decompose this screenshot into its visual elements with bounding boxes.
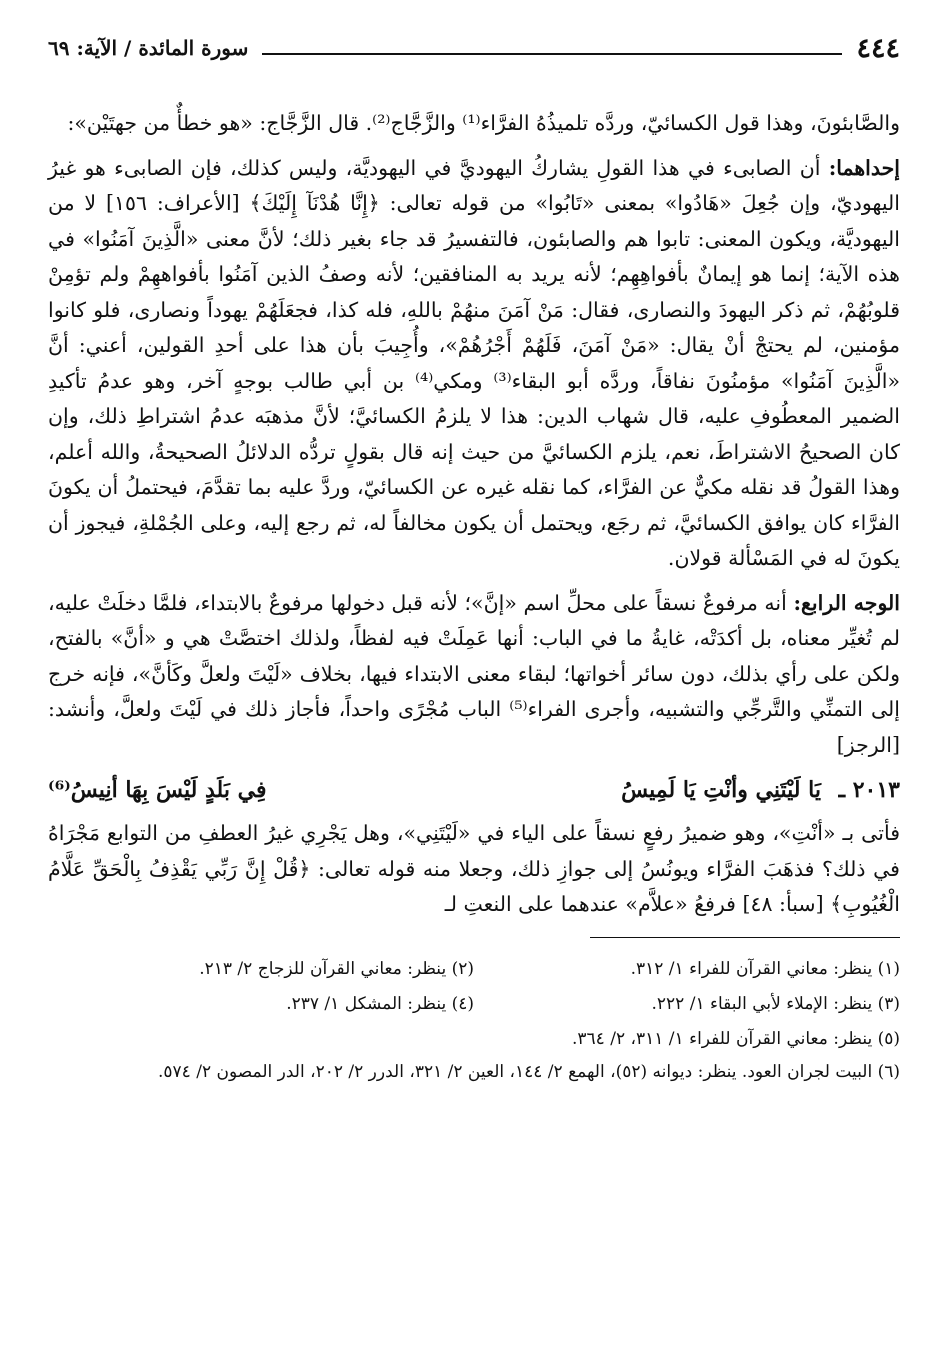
footnote-row — [48, 952, 900, 987]
paragraph-2 — [48, 151, 900, 577]
footnote-1: (١) ينظر: معاني القرآن للفراء ١/ ٣١٢. — [630, 958, 900, 979]
footnote-5: (٥) ينظر: معاني القرآن للفراء ١/ ٣١١، ٢/ ٣٦٤. — [572, 1028, 900, 1049]
paragraph-1 — [48, 106, 900, 142]
footnote-3: (٣) ينظر: الإملاء لأبي البقاء ١/ ٢٢٢. — [651, 993, 900, 1014]
paragraph-3-text: أنه مرفوعٌ نسقاً على محلِّ اسم «إنَّ»؛ لأنه قبل دخولها مرفوعٌ بالابتداء، فلمَّا دخلَتْ عليه، لم تُغيِّر معناه، بل أكدَتْه، غايةُ ما في الباب: أنها عَمِلَتْ فيه لفظاً، ولذلك اختصَّتْ هي و «أنَّ» بالفتح، ولكن على رأي بذلك، دون سائر أخواتها؛ لبقاء معنى الابتداء فيها، بخلاف «لَيْتَ ولعلَّ وكَأنَّ»، فإنه خرج إلى التمنِّي والتَّرجِّي والتشبيه، وأجرى الفراء⁽⁵⁾ الباب مُجْرًى واحداً، فأجاز ذلك في لَيْتَ ولعلَّ، وأنشد: [الرجز] — [48, 590, 900, 757]
footnote-row — [48, 987, 900, 1022]
footnote-6: (٦) البيت لجران العود. ينظر: ديوانه (٥٢)، الهمع ٢/ ١٤٤، العين ٢/ ٣٢١، الدرر ٢/ ٢٠٢، الدر المصون ٢/ ٥٧٤. — [158, 1061, 900, 1082]
paragraph-3 — [48, 586, 900, 764]
footnote-2: (٢) ينظر: معاني القرآن للزجاج ٢/ ٢١٣. — [199, 958, 474, 979]
poem-verse — [48, 772, 900, 808]
page-header — [48, 30, 900, 66]
footnote-4: (٤) ينظر: المشكل ١/ ٢٣٧. — [286, 993, 474, 1014]
poem-hemistich-1: يَا لَيْتَنِي وأنْتِ يَا لَمِيسُ — [621, 777, 821, 803]
paragraph-after-poem-text: فأتى بـ «أنْتِ»، وهو ضميرُ رفعٍ نسقاً على الياء في «لَيْتَنِي»، وهل يَجْرِي غيرُ العطفِ من التوابع مَجْرَاهُ في ذلك؟ فذهَبَ الفرَّاء ويونُسُ إلى جوازِ ذلك، وجعلا منه قوله تعالى: ﴿قُلْ إِنَّ رَبِّي يَقْذِفُ بِالْحَقِّ عَلَّامُ الْغُيُوبِ﴾ [سبأ: ٤٨] فرفعُ «علاَّم» عندهما على النعتِ لـ — [48, 821, 900, 916]
sura-title: سورة المائدة / الآية: ٦٩ — [48, 36, 249, 60]
header-rule — [262, 53, 842, 55]
main-text — [48, 106, 900, 923]
footnote-separator — [590, 937, 900, 938]
book-page — [48, 30, 900, 1087]
paragraph-1-text: والصَّابئونَ، وهذا قول الكسائيّ، وردَّه تلميذُهُ الفرَّاء⁽¹⁾ والزَّجَّاج⁽²⁾. قال الزَّجَّاج: «هو خطأٌ من جهتَيْن»: — [67, 111, 900, 135]
paragraph-2-text: أن الصابىء في هذا القولِ يشاركُ اليهوديَّ في اليهوديَّة، وليس كذلك، فإن الصابىء هو غيرُ اليهوديّ، وإن جُعِلَ «هَادُوا» بمعنى «تَابُوا» من قوله تعالى: ﴿إِنَّا هُدْنَآ إِلَيْكَ﴾ [الأعراف: ١٥٦] لا من اليهوديَّة، ويكون المعنى: تابوا هم والصابئون، فالتفسيرُ قد جاء بغير ذلك؛ لأنَّ معنى «الَّذِينَ آمَنُوا» في هذه الآية؛ إنما هو إيمانٌ بأفواهِهِم؛ لأنه يريد به المنافقين؛ لأنه وصفُ الذين آمَنُوا بأفواههِمْ ولم تؤمِنْ قلوبُهُمْ، ثم ذكر اليهودَ والنصارى، فقال: مَنْ آمَنَ منهُمْ باللهِ، فله كذا، فجعَلَهُمْ يهوداً ونصارى، فلو كانوا مؤمنين، لم يحتجْ أنْ يقال: «مَنْ آمَنَ، فَلَهُمْ أَجْرُهُمْ»، وأُجِيبَ بأن هذا على أحدِ القولين، أعني: أنَّ «الَّذِينَ آمَنُوا» مؤمنُونَ نفاقاً، وردَّه أبو البقاء⁽³⁾ ومكي⁽⁴⁾ بن أبي طالب بوجهٍ آخر، وهو عدمُ تأكيدِ الضمير المعطُوفِ عليه، قال شهاب الدين: هذا لا يلزمُ الكسائيَّ؛ لأنَّ مذهبَه عدمُ اشتراطِ ذلك، وإن كان الصحيحُ الاشتراطَ، نعم، يلزم الكسائيَّ من حيث إنه قال بقولٍ تردُّه الدلائلُ الصحيحةُ، والله أعلم، وهذا القولُ قد نقله مكيٌّ عن الفرَّاء، كما نقله غيره عن الكسائيّ، وردَّ عليه بما تقدَّمَ، فيحتملُ أن يكونَ الفرَّاء كان يوافق الكسائيَّ، ثم رجَع، ويحتمل أن يكون مخالفاً له، ثم رجع إليه، وعلى الجُمْلةِ، فيجوز أن يكونَ له في المَسْألة قولان. — [48, 155, 900, 570]
poem-hemistich-2: فِي بَلَدٍ لَيْسَ بِهَا أنِيسُ⁽⁶⁾ — [48, 777, 267, 803]
poem-number: ٢٠١٣ ـ — [838, 777, 900, 803]
page-number: ٤٤٤ — [856, 32, 900, 64]
paragraph-3-lead: الوجه الرابع: — [793, 590, 900, 615]
poem-first-hemistich — [621, 772, 900, 808]
footnotes — [48, 952, 900, 1087]
paragraph-2-lead: إحداهما: — [828, 155, 900, 180]
paragraph-after-poem — [48, 816, 900, 923]
